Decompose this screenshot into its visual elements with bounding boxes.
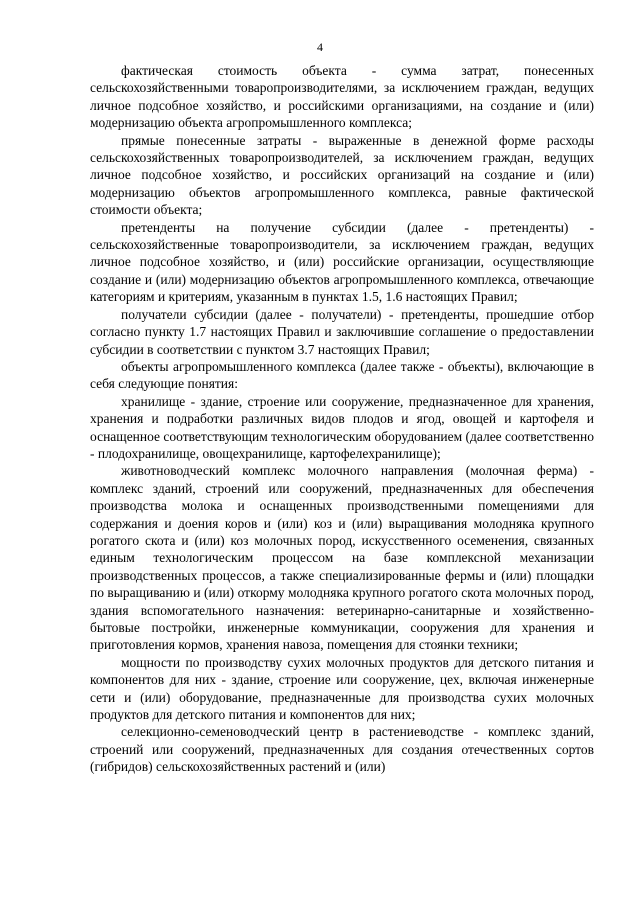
paragraph-storage: хранилище - здание, строение или сооружение, предназначенное для хранения, хранения и подработки различных видов плодов и ягод, овощей и картофеля и оснащенное соответствующим технологическим оборудованием (далее соответственно - плодохранилище, овощехранилище, картофелехранилище); <box>90 393 594 461</box>
page-number: 4 <box>317 40 323 54</box>
body-text <box>90 62 594 776</box>
paragraph-direct-costs: прямые понесенные затраты - выраженные в денежной форме расходы сельскохозяйственных товаропроизводителей, за исключением граждан, ведущих личное подсобное хозяйство, и российских организаций на создание и (или) модернизацию объектов агропромышленного комплекса, равные фактической стоимости объекта; <box>90 132 594 218</box>
paragraph-dry-milk-capacity: мощности по производству сухих молочных продуктов для детского питания и компонентов для них - здание, строение или сооружение, цех, включая инженерные сети и (или) оборудование, предназначенные для производства сухих молочных продуктов для детского питания и компонентов для них; <box>90 654 594 723</box>
paragraph-facilities: объекты агропромышленного комплекса (далее также - объекты), включающие в себя следующие понятия: <box>90 358 594 392</box>
paragraph-breeding-center: селекционно-семеноводческий центр в растениеводстве - комплекс зданий, строений или сооружений, предназначенных для создания отечественных сортов (гибридов) сельскохозяйственных растений и (или) <box>90 724 594 775</box>
paragraph-applicants: претенденты на получение субсидии (далее - претенденты) - сельскохозяйственные товаропроизводители, за исключением граждан, ведущих личное подсобное хозяйство, и (или) российские организации, осуществляющие создание и (или) модернизацию объектов агропромышленного комплекса, отвечающие категориям и критериям, указанным в пунктах 1.5, 1.6 настоящих Правил; <box>90 219 594 305</box>
paragraph-recipients: получатели субсидии (далее - получатели) - претенденты, прошедшие отбор согласно пункту 1.7 настоящих Правил и заключившие соглашение о предоставлении субсидии в соответствии с пунктом 3.7 настоящих Правил; <box>90 306 594 357</box>
paragraph-actual-cost: фактическая стоимость объекта - сумма затрат, понесенных сельскохозяйственными товаропроизводителями, за исключением граждан, ведущих личное подсобное хозяйство, и российскими организациями, на создание и (или) модернизацию объекта агропромышленного комплекса; <box>90 63 594 131</box>
paragraph-dairy-complex: животноводческий комплекс молочного направления (молочная ферма) - комплекс зданий, строений или сооружений, предназначенных для обеспечения производства молока и оснащенных производственными помещениями для содержания и доения коров и (или) коз и (или) выращивания молодняка крупного рогатого скота и (или) коз молочных пород, искусственного осеменения, связанных единым технологическим процессом на базе комплексной механизации производственных процессов, а также специализированные фермы и (или) площадки по выращиванию и (или) откорму молодняка крупного рогатого скота молочных пород, здания вспомогательного назначения: ветеринарно-санитарные и хозяйственно-бытовые постройки, инженерные коммуникации, сооружения для хранения и приготовления кормов, хранения навоза, помещения для стоянки техники; <box>90 463 594 653</box>
